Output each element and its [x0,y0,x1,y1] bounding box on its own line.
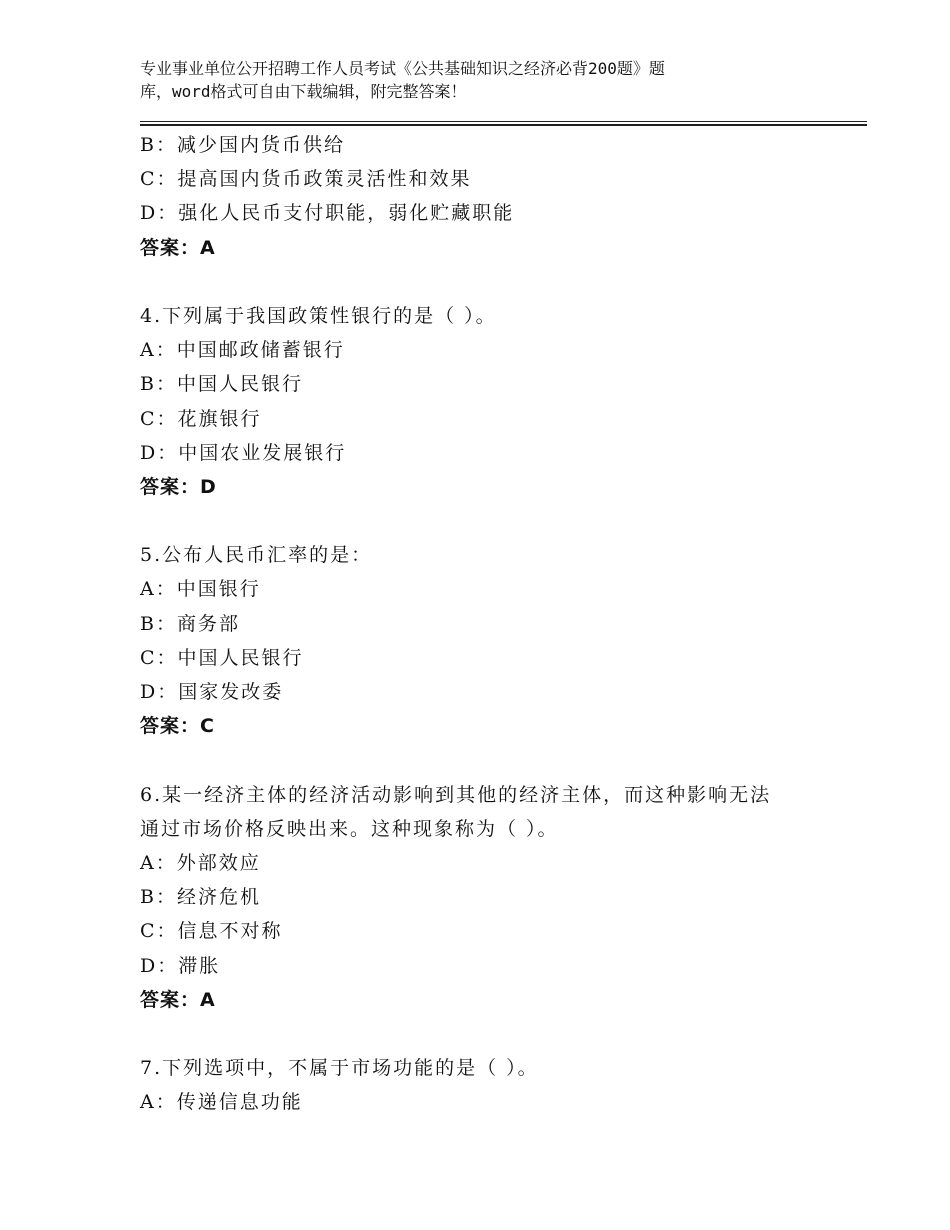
q3-option-c: C：提高国内货币政策灵活性和效果 [140,168,472,191]
q5-option-d: D：国家发改委 [140,681,284,703]
q3-option-b: B：减少国内货币供给 [140,134,345,156]
q7-option-a: A：传递信息功能 [140,1091,303,1114]
spacer [140,1017,850,1051]
header-rule-thin [140,121,867,122]
spacer [140,743,850,777]
q6-option-d: D：滞胀 [140,954,221,977]
q4-option-a: A：中国邮政储蓄银行 [140,339,345,362]
q6-answer: 答案：A [140,988,216,1011]
q7-stem: 7.下列选项中，不属于市场功能的是（ ）。 [140,1057,539,1080]
q4-option-d: D：中国农业发展银行 [140,441,347,464]
q5-answer: 答案：C [140,715,215,738]
header-line-2: 库，word格式可自由下载编辑，附完整答案！ [140,82,467,101]
q6-stem-line-2: 通过市场价格反映出来。这种现象称为（ ）。 [140,817,559,840]
q5-option-c: C：中国人民银行 [140,646,304,669]
q6-option-c: C：信息不对称 [140,920,283,943]
q5-stem: 5.公布人民币汇率的是： [140,544,373,567]
spacer [140,504,850,538]
question-list [140,128,850,1119]
q3-answer: 答案：A [140,236,216,259]
document-header [140,57,810,103]
header-line-1: 专业事业单位公开招聘工作人员考试《公共基础知识之经济必背200题》题 [140,59,665,78]
q4-option-b: B：中国人民银行 [140,373,303,396]
q5-option-b: B：商务部 [140,612,240,635]
header-rule-thick [140,124,867,126]
q5-option-a: A：中国银行 [140,578,261,601]
spacer [140,265,850,299]
q6-option-a: A：外部效应 [140,851,261,874]
q6-stem-line-1: 6.某一经济主体的经济活动影响到其他的经济主体，而这种影响无法 [140,783,772,806]
q4-stem: 4.下列属于我国政策性银行的是（ ）。 [140,304,497,327]
q3-option-d: D：强化人民币支付职能，弱化贮藏职能 [140,202,515,225]
q4-option-c: C：花旗银行 [140,407,262,430]
q4-answer: 答案：D [140,475,217,498]
q6-option-b: B：经济危机 [140,886,261,909]
